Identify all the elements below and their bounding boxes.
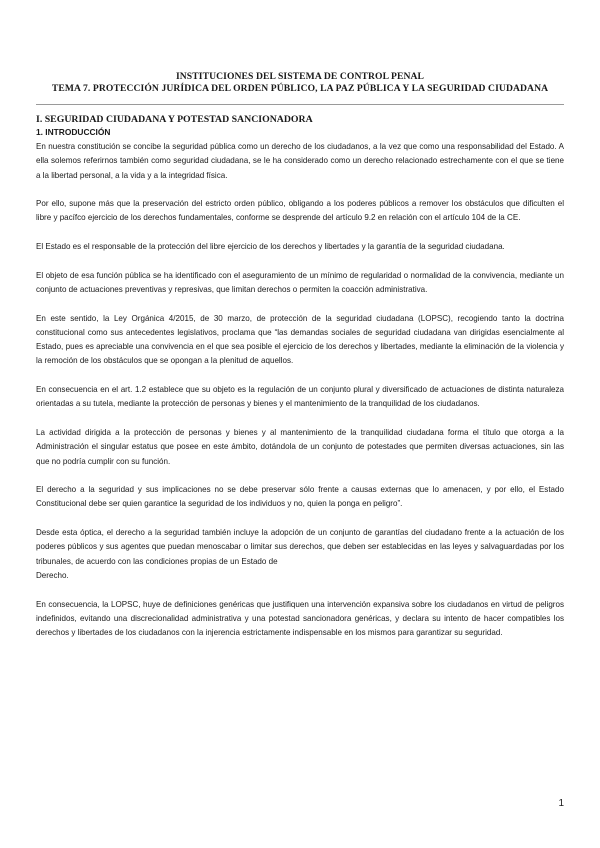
paragraph-6: En consecuencia en el art. 1.2 establece que su objeto es la regulación de un conjunto plural y diversificado de actuaciones de distinta naturaleza orientadas a su tutela, mediante la protección de personas y bienes y el mantenimiento de la tranquilidad de los ciudadanos. [36, 385, 564, 409]
topic-title: TEMA 7. PROTECCIÓN JURÍDICA DEL ORDEN PÚBLICO, LA PAZ PÚBLICA Y LA SEGURIDAD CIUDADANA [51, 83, 549, 94]
header-divider [36, 104, 564, 105]
paragraph-3: El Estado es el responsable de la protección del libre ejercicio de los derechos y libertades y la garantía de la seguridad ciudadana. [36, 242, 505, 252]
paragraph-7: La actividad dirigida a la protección de personas y bienes y al mantenimiento de la tranquilidad ciudadana forma el título que otorga a la Administración el singular estatus que posee en este ámbito, dotándola de un conjunto de potestades que permiten diversas actuaciones, sin las que no podría cumplir con su función. [36, 427, 564, 466]
paragraph-10: Derecho. [36, 570, 69, 580]
paragraph-4: El objeto de esa función pública se ha identificado con el aseguramiento de un mínimo de regularidad o normalidad de la convivencia, mediante un conjunto de actuaciones preventivas y represivas, que limitan derechos o permiten la coacción administrativa. [36, 270, 564, 294]
course-title: INSTITUCIONES DEL SISTEMA DE CONTROL PENAL [175, 71, 425, 82]
paragraph-1: En nuestra constitución se concibe la seguridad pública como un derecho de los ciudadanos, a la vez que como una responsabilidad del Estado. A ella solemos referirnos también como seguridad ciudadana, se le ha considerado como un derecho relacionado estrechamente con el que se tiene a la libertad personal, a la vida y a la integridad física. [36, 142, 564, 180]
subsection-title: 1. INTRODUCCIÓN [36, 127, 111, 137]
paragraph-8: El derecho a la seguridad y sus implicaciones no se debe preservar sólo frente a causas externas que lo amenacen, y por ello, el Estado Constitucional debe ser quien garantice la seguridad de los individuos y no, quien la ponga en peligro”. [36, 485, 564, 509]
paragraph-9: Desde esta óptica, el derecho a la seguridad también incluye la adopción de un conjunto de garantías del ciudadano frente a la actuación de los poderes públicos y sus agentes que puedan menoscabar o limitar sus derechos, que deben ser establecidas en las leyes y salvaguardadas por los tribunales, de acuerdo con las condiciones propias de un Estado de [36, 528, 564, 566]
section-title: I. SEGURIDAD CIUDADANA Y POTESTAD SANCIONADORA [36, 114, 313, 125]
paragraph-2: Por ello, supone más que la preservación del estricto orden público, obligando a los poderes públicos a remover los obstáculos que dificulten el libre y pacífco ejercicio de los derechos fundamentales, conforme se desprende del artículo 9.2 en relación con el artículo 104 de la CE. [36, 199, 564, 223]
paragraph-5: En este sentido, la Ley Orgánica 4/2015, de 30 marzo, de protección de la seguridad ciudadana (LOPSC), recogiendo tanto la doctrina constitucional como sus antecedentes legislativos, proclama que “las demandas sociales de seguridad ciudadana van dirigidas esencialmente al Estado, pues es apreciable una convivencia en el que sea posible el ejercicio de los derechos y libertades, mediante la eliminación de la violencia y la remoción de los obstáculos que se opongan a la plenitud de aquellos. [36, 313, 564, 366]
page-number: 1 [558, 798, 564, 809]
document-header [36, 71, 564, 95]
document-body [36, 140, 564, 640]
paragraph-11: En consecuencia, la LOPSC, huye de definiciones genéricas que justifiquen una intervención expansiva sobre los ciudadanos en virtud de peligros indefinidos, evitando una discrecionalidad administrativa y una potestad sancionadora genéricas, y declara su intento de hacer compatibles los derechos y libertades de los ciudadanos con la injerencia estrictamente indispensable en los mismos para garantizar su seguridad. [36, 599, 564, 638]
